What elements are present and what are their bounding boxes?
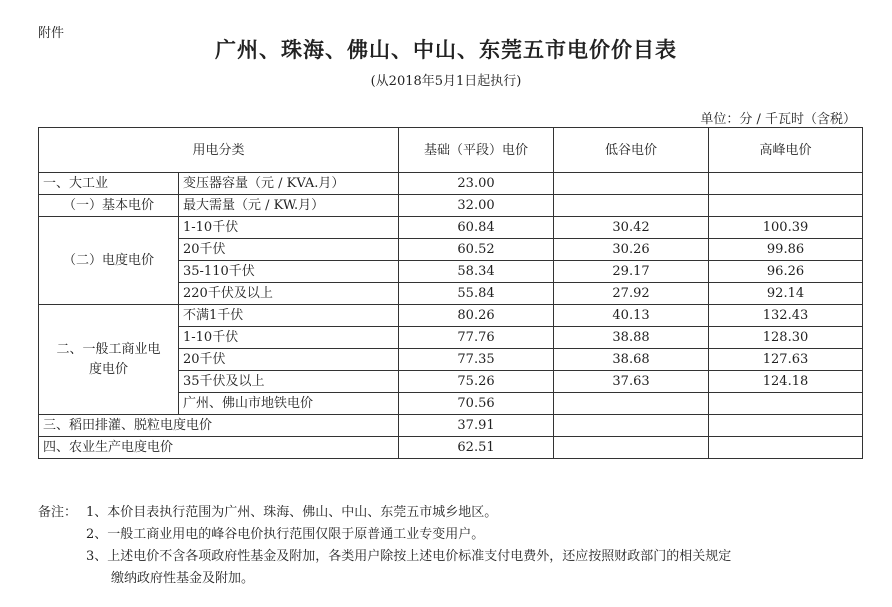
base-price: 60.52 bbox=[399, 239, 554, 261]
row-label: 最大需量（元 / KW.月） bbox=[179, 195, 399, 217]
header-peak: 高峰电价 bbox=[709, 128, 863, 173]
category-large-industry: 一、大工业 bbox=[39, 173, 179, 195]
row-label: 20千伏 bbox=[179, 239, 399, 261]
peak-price: 124.18 bbox=[709, 371, 863, 393]
category-label-line1: 二、一般工商业电 bbox=[56, 341, 161, 357]
header-valley: 低谷电价 bbox=[554, 128, 709, 173]
page-subtitle: (从2018年5月1日起执行) bbox=[370, 74, 522, 89]
valley-price: 40.13 bbox=[554, 305, 709, 327]
peak-price: 96.26 bbox=[709, 261, 863, 283]
unit-label: 单位：分 / 千瓦时（含税） bbox=[700, 112, 856, 127]
valley-price: 30.42 bbox=[554, 217, 709, 239]
table-row bbox=[39, 195, 863, 217]
valley-price: 38.68 bbox=[554, 349, 709, 371]
base-price: 37.91 bbox=[399, 415, 554, 437]
category-energy-price: （二）电度电价 bbox=[39, 217, 179, 305]
note-item-continuation: 缴纳政府性基金及附加。 bbox=[111, 571, 255, 586]
price-table bbox=[38, 127, 863, 459]
row-label: 广州、佛山市地铁电价 bbox=[179, 393, 399, 415]
valley-price: 29.17 bbox=[554, 261, 709, 283]
base-price: 55.84 bbox=[399, 283, 554, 305]
base-price: 32.00 bbox=[399, 195, 554, 217]
peak-price: 128.30 bbox=[709, 327, 863, 349]
table-header-row bbox=[39, 128, 863, 173]
page-title: 广州、珠海、佛山、中山、东莞五市电价价目表 bbox=[215, 37, 677, 62]
row-label: 变压器容量（元 / KVA.月） bbox=[179, 173, 399, 195]
base-price: 58.34 bbox=[399, 261, 554, 283]
peak-price: 127.63 bbox=[709, 349, 863, 371]
note-item bbox=[38, 502, 731, 524]
row-label: 20千伏 bbox=[179, 349, 399, 371]
base-price: 23.00 bbox=[399, 173, 554, 195]
peak-price: 92.14 bbox=[709, 283, 863, 305]
base-price: 77.76 bbox=[399, 327, 554, 349]
valley-price: 27.92 bbox=[554, 283, 709, 305]
peak-price: 99.86 bbox=[709, 239, 863, 261]
note-item: 2、一般工商业用电的峰谷电价执行范围仅限于原普通工业专变用户。 bbox=[86, 527, 485, 542]
base-price: 80.26 bbox=[399, 305, 554, 327]
base-price: 62.51 bbox=[399, 437, 554, 459]
valley-price: 30.26 bbox=[554, 239, 709, 261]
attachment-label: 附件 bbox=[38, 26, 65, 41]
peak-price: 132.43 bbox=[709, 305, 863, 327]
table-row bbox=[39, 217, 863, 239]
base-price: 75.26 bbox=[399, 371, 554, 393]
category-label-line2: 度电价 bbox=[88, 361, 128, 377]
base-price: 77.35 bbox=[399, 349, 554, 371]
notes-label: 备注： bbox=[38, 505, 78, 520]
row-label: 220千伏及以上 bbox=[179, 283, 399, 305]
category-general-commercial bbox=[39, 305, 179, 415]
row-label: 35-110千伏 bbox=[179, 261, 399, 283]
valley-price: 37.63 bbox=[554, 371, 709, 393]
valley-price: 38.88 bbox=[554, 327, 709, 349]
category-basic-price: （一）基本电价 bbox=[39, 195, 179, 217]
table-row bbox=[39, 415, 863, 437]
category-irrigation: 三、稻田排灌、脱粒电度电价 bbox=[39, 415, 399, 437]
table-row bbox=[39, 437, 863, 459]
row-label: 1-10千伏 bbox=[179, 327, 399, 349]
notes bbox=[38, 502, 731, 590]
note-text: 1、本价目表执行范围为广州、珠海、佛山、中山、东莞五市城乡地区。 bbox=[86, 505, 498, 520]
table-row bbox=[39, 305, 863, 327]
base-price: 60.84 bbox=[399, 217, 554, 239]
row-label: 不满1千伏 bbox=[179, 305, 399, 327]
category-agriculture: 四、农业生产电度电价 bbox=[39, 437, 399, 459]
row-label: 1-10千伏 bbox=[179, 217, 399, 239]
note-item: 3、上述电价不含各项政府性基金及附加，各类用户除按上述电价标准支付电费外，还应按照财政部门的相关规定 bbox=[86, 549, 732, 564]
table-row bbox=[39, 173, 863, 195]
peak-price: 100.39 bbox=[709, 217, 863, 239]
row-label: 35千伏及以上 bbox=[179, 371, 399, 393]
header-category: 用电分类 bbox=[39, 128, 399, 173]
header-base: 基础（平段）电价 bbox=[399, 128, 554, 173]
base-price: 70.56 bbox=[399, 393, 554, 415]
